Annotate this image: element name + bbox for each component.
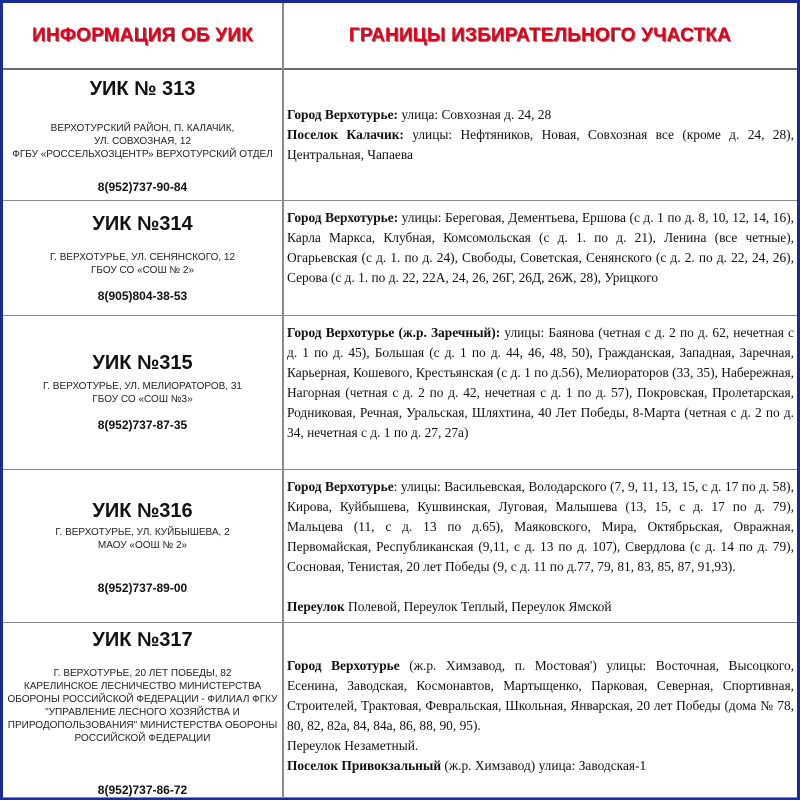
uik-phone: 8(905)804-38-53: [97, 289, 188, 303]
address-line: Г. ВЕРХОТУРЬЕ, УЛ. МЕЛИОРАТОРОВ, 31: [43, 381, 242, 392]
uik-info-cell: [3, 201, 282, 315]
uik-title: УИК № 313: [89, 78, 196, 100]
boundary-heading: Город Верхотурье: [287, 658, 400, 673]
boundary-paragraph: [287, 323, 794, 443]
address-line: "УПРАВЛЕНИЕ ЛЕСНОГО ХОЗЯЙСТВА И: [45, 707, 240, 718]
boundary-paragraph: [287, 736, 794, 756]
column-divider: [282, 3, 284, 797]
table-row-uik-317: [3, 623, 797, 798]
address-line: ФГБУ «РОССЕЛЬХОЗЦЕНТР» ВЕРХОТУРСКИЙ ОТДЕЛ: [12, 149, 273, 160]
boundary-text: (ж.р. Химзавод) улица: Заводская-1: [441, 758, 647, 773]
table-row-uik-314: [3, 201, 797, 316]
uik-phone: 8(952)737-89-00: [97, 581, 188, 595]
uik-address: [7, 667, 278, 745]
address-line: КАРЕЛИНСКОЕ ЛЕСНИЧЕСТВО МИНИСТЕРСТВА: [23, 681, 262, 692]
boundary-text: улицы: Нефтяников, Новая, Совхозная все (кроме д. 24, 28), Центральная, Чапаева: [287, 127, 794, 162]
boundary-text: улица: Совхозная д. 24, 28: [397, 107, 552, 122]
table-header: [3, 3, 797, 70]
boundary-text: : улицы: Васильевская, Володарского (7, 9, 11, 13, 15, с д. 17 по д. 58), Кирова, Куйбышева, Кушвинская, Луговая, Малышева (13, 15, с д. 17 по д. 79), Мальцева (11, с д. 13 по д.65), Маяковского, Мира, Октябрьская, Овражная, Первомайская, Республиканская (9,11, с д. 13 по д. 107), Свердлова (с д. 14 по д. 79), Сосновая, Тенистая, 20 лет Победы (9, с д. 11 по д.77, 79, 81, 83, 85, 87, 91,93).: [287, 479, 794, 574]
boundary-heading: Переулок: [287, 599, 345, 614]
address-line: ВЕРХОТУРСКИЙ РАЙОН, П. КАЛАЧИК,: [50, 123, 235, 134]
boundary-heading: Город Верхотурье (ж.р. Заречный):: [287, 325, 501, 340]
uik-title: УИК №315: [92, 352, 193, 374]
boundary-text: (ж.р. Химзавод, п. Мостовая') улицы: Восточная, Высоцкого, Есенина, Заводская, Космонавтов, Мартыщенко, Парковая, Северная, Спортивная, Строителей, Трактовая, Февральская, Школьная, Январская, 20 лет Победы (дома № 78, 80, 82, 82а, 84, 84а, 86, 88, 90, 95).: [287, 658, 795, 733]
address-line: Г. ВЕРХОТУРЬЕ, УЛ. СЕНЯНСКОГО, 12: [49, 252, 236, 263]
boundary-heading: Поселок Калачик:: [287, 127, 404, 142]
boundary-text: Полевой, Переулок Теплый, Переулок Ямской: [344, 599, 612, 614]
address-line: УЛ. СОВХОЗНАЯ, 12: [93, 136, 192, 147]
uik-address: [7, 380, 278, 406]
boundary-paragraph: [287, 756, 794, 776]
table-row-uik-315: [3, 316, 797, 470]
header-boundaries: ГРАНИЦЫ ИЗБИРАТЕЛЬНОГО УЧАСТКА: [348, 24, 732, 46]
uik-title: УИК №314: [92, 213, 193, 235]
boundaries-cell: [287, 201, 794, 315]
boundaries-cell: [287, 316, 794, 469]
boundary-text: Переулок Незаметный.: [287, 738, 419, 753]
address-line: РОССИЙСКОЙ ФЕДЕРАЦИИ: [74, 733, 211, 744]
uik-address: [7, 526, 278, 552]
uik-address: [7, 251, 278, 277]
uik-info-cell: [3, 623, 282, 797]
uik-phone: 8(952)737-86-72: [97, 783, 188, 797]
address-line: ГБОУ СО «СОШ №3»: [92, 394, 193, 405]
address-line: ОБОРОНЫ РОССИЙСКОЙ ФЕДЕРАЦИИ - ФИЛИАЛ ФГКУ: [7, 694, 278, 705]
address-line: Г. ВЕРХОТУРЬЕ, 20 ЛЕТ ПОБЕДЫ, 82: [53, 668, 232, 679]
boundaries-cell: [287, 70, 794, 200]
boundary-paragraph: [287, 208, 794, 288]
uik-address: [7, 122, 278, 161]
boundary-heading: Город Верхотурье:: [287, 107, 398, 122]
uik-title: УИК №316: [92, 500, 193, 522]
uik-info-cell: [3, 70, 282, 200]
uik-title: УИК №317: [92, 629, 193, 651]
boundary-heading: Город Верхотурье:: [287, 210, 399, 225]
uik-phone: 8(952)737-90-84: [97, 180, 188, 194]
boundary-paragraph: [287, 125, 794, 165]
boundary-text: улицы: Береговая, Дементьева, Ершова (с д. 1 по д. 8, 10, 12, 14, 16), Карла Маркса, Клубная, Комсомольская (с д. 1. по д. 21), Ленина (все четные), Огарьевская (с д. 1. по д. 24), Свободы, Советская, Сенянского (с д. 2. по д. 22, 24, 26), Серова (с д. 1. по д. 22, 22А, 24, 26, 26Г, 26Д, 26Ж, 28), Урицкого: [287, 210, 795, 285]
header-uik-info: ИНФОРМАЦИЯ ОБ УИК: [31, 24, 253, 46]
boundary-heading: Город Верхотурье: [287, 479, 394, 494]
boundary-paragraph: [287, 477, 794, 577]
address-line: ПРИРОДОПОЛЬЗОВАНИЯ" МИНИСТЕРСТВА ОБОРОНЫ: [7, 720, 278, 731]
boundary-paragraph: [287, 597, 794, 617]
table-row-uik-316: [3, 470, 797, 623]
boundaries-cell: [287, 623, 794, 797]
boundaries-cell: [287, 470, 794, 622]
table-row-uik-313: [3, 70, 797, 201]
uik-phone: 8(952)737-87-35: [97, 418, 188, 432]
boundary-paragraph: [287, 105, 794, 125]
uik-info-cell: [3, 470, 282, 622]
boundary-paragraph: [287, 656, 794, 736]
boundary-heading: Поселок Привокзальный: [287, 758, 442, 773]
address-line: Г. ВЕРХОТУРЬЕ, УЛ. КУЙБЫШЕВА, 2: [55, 527, 230, 538]
address-line: ГБОУ СО «СОШ № 2»: [90, 265, 195, 276]
uik-info-cell: [3, 316, 282, 469]
address-line: МАОУ «ООШ № 2»: [97, 540, 188, 551]
boundary-text: улицы: Баянова (четная с д. 2 по д. 62, нечетная с д. 1 по д. 45), Большая (с д. 1 по д. 44, 46, 48, 50), Гражданская, Западная, Заречная, Карьерная, Кошевого, Крестьянская (с д. 1 по д.56), Мелиораторов (33, 35), Набережная, Нагорная (четная с д. 2 по д. 42, нечетная с д. 1 по д. 57), Покровская, Пролетарская, Родниковая, Речная, Уральская, Шляхтина, 40 Лет Победы, 8-Марта (четная с д. 2 по д. 34, нечетная с д. 1 по д. 27, 27а): [287, 325, 794, 440]
